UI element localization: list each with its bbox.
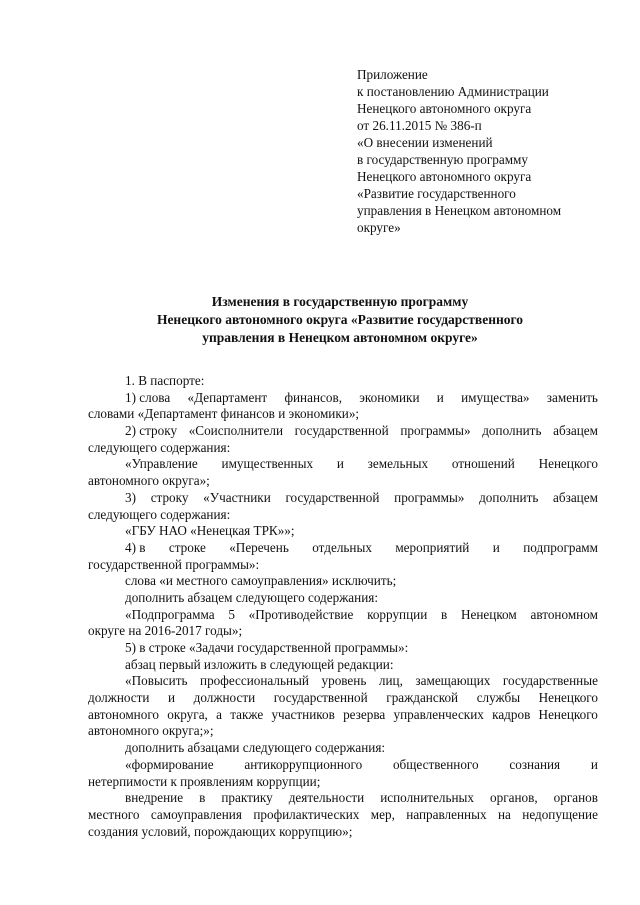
word: государственной [285,489,380,505]
word: должности [193,690,256,706]
paragraph-line: создания условий, порождающих коррупцию»; [88,823,353,839]
paragraph-line: округе на 2016-2017 годы»; [88,623,243,639]
word: государственной [273,690,368,706]
word: «Соисполнители [188,423,284,439]
word: земельных [367,456,429,472]
paragraph-justified-line [88,690,598,707]
word: автономного [88,706,160,722]
word: профессиональный [200,673,309,689]
paragraph: дополнить абзацем следующего содержания: [125,589,379,605]
word: а [216,706,222,722]
paragraph-justified-line [88,757,598,774]
document-body [88,373,598,840]
word: программы» [400,423,471,439]
header-line: от 26.11.2015 № 386-п [357,118,482,133]
word: 3) [125,489,136,505]
word: 4) в [125,539,146,555]
paragraph-justified-line [88,807,598,824]
word: 1) слова [125,389,171,405]
word: коррупции [367,606,428,622]
paragraph-line: автономного округа»; [88,473,210,489]
word: и [336,456,344,472]
word: лиц, [378,673,403,689]
paragraph-line: автономного округа;»; [88,723,214,739]
word: мероприятий [395,539,470,555]
word: дополнить [479,489,539,505]
header-line: Приложение [357,67,428,82]
header-line: «Развитие государственного [357,186,516,201]
header-line: «О внесении изменений [357,135,493,150]
paragraph-line: нетерпимости к проявлениям коррупции; [88,773,321,789]
word: антикоррупционного [244,756,363,772]
header-line: к постановлению Администрации [357,84,549,99]
word: абзацем [553,489,598,505]
word: внедрение [125,790,184,806]
word: «Подпрограмма [125,606,215,622]
word: уровень [321,673,367,689]
header-line: в государственную программу [357,152,528,167]
word: экономики [359,389,420,405]
word: недопущение [522,806,598,822]
word: «Перечень [229,539,289,555]
appendix-header [357,66,597,236]
paragraph-justified-line [88,456,598,473]
word: имущества» [461,389,530,405]
word: 2) строку [125,423,178,439]
word: строку [150,489,189,505]
word: Ненецком [460,606,517,622]
paragraph-justified-line [88,540,598,557]
word: на [497,806,511,822]
word: направленных [406,806,487,822]
document-title [60,293,620,347]
word: «формирование [125,756,214,772]
word: участников [271,706,335,722]
word: профилактических [253,806,360,822]
paragraph-justified-line [88,490,598,507]
word: исполнительных [380,790,475,806]
word: также [230,706,264,722]
paragraph-line: государственной программы»: [88,556,260,572]
paragraph: 1. В паспорте: [125,373,205,388]
paragraph-justified-line [88,673,598,690]
word: и [436,389,444,405]
word: Ненецкого [538,690,598,706]
word: деятельности [288,790,365,806]
word: общественного [392,756,479,772]
word: абзацем [553,423,598,439]
paragraph-line: следующего содержания: [88,439,231,455]
word: самоуправления [150,806,242,822]
title-line: Ненецкого автономного округа «Развитие государственного [156,312,524,327]
paragraph: 5) в строке «Задачи государственной программы»: [125,640,409,655]
word: Ненецкого [538,456,598,472]
word: в [199,790,206,806]
word: органов, [490,790,538,806]
paragraph-justified-line [88,390,598,407]
paragraph-justified-line [88,707,598,724]
word: «Управление [125,456,198,472]
word: и [590,756,598,772]
header-line: Ненецкого автономного округа [357,169,532,184]
word: государственной [294,423,389,439]
word: отдельных [312,539,372,555]
title-line: управления в Ненецком автономном округе» [202,330,478,345]
word: имущественных [221,456,314,472]
word: отношений [451,456,515,472]
word: округа, [167,706,208,722]
header-line: Ненецкого автономного округа [357,101,532,116]
word: кадров [492,706,531,722]
word: и [492,539,500,555]
word: «Противодействие [248,606,354,622]
word: замещающих [415,673,491,689]
word: 5 [228,606,235,622]
title-line: Изменения в государственную программу [211,294,469,309]
word: службы [476,690,521,706]
paragraph: абзац первый изложить в следующей редакции: [125,656,394,672]
word: «Повысить [125,673,188,689]
paragraph-line: следующего содержания: [88,506,231,522]
paragraph: дополнить абзацами следующего содержания: [125,740,386,756]
paragraph: слова «и местного самоуправления» исключить; [125,573,397,589]
header-line: округе» [357,220,401,235]
word: финансов, [284,389,342,405]
word: государственные [502,673,598,689]
word: должности [88,690,150,706]
paragraph-justified-line [88,423,598,440]
word: сознания [509,756,561,772]
word: заменить [546,389,598,405]
word: мер, [370,806,395,822]
paragraph-line: словами «Департамент финансов и экономики»; [88,406,360,422]
word: местного [88,806,140,822]
word: управленческих [393,706,484,722]
paragraph-justified-line [88,607,598,624]
word: гражданской [386,690,459,706]
word: строке [168,539,206,555]
word: программы» [394,489,465,505]
word: и [168,690,176,706]
word: дополнить [482,423,542,439]
word: Ненецкого [538,706,598,722]
word: в [441,606,448,622]
word: органов [553,790,598,806]
word: «Департамент [187,389,268,405]
word: автономном [530,606,598,622]
paragraph: «ГБУ НАО «Ненецкая ТРК»»; [125,523,295,539]
word: «Участники [203,489,271,505]
paragraph-justified-line [88,790,598,807]
word: резерва [343,706,386,722]
word: подпрограмм [523,539,598,555]
header-line: управления в Ненецком автономном [357,203,562,218]
word: практику [221,790,273,806]
